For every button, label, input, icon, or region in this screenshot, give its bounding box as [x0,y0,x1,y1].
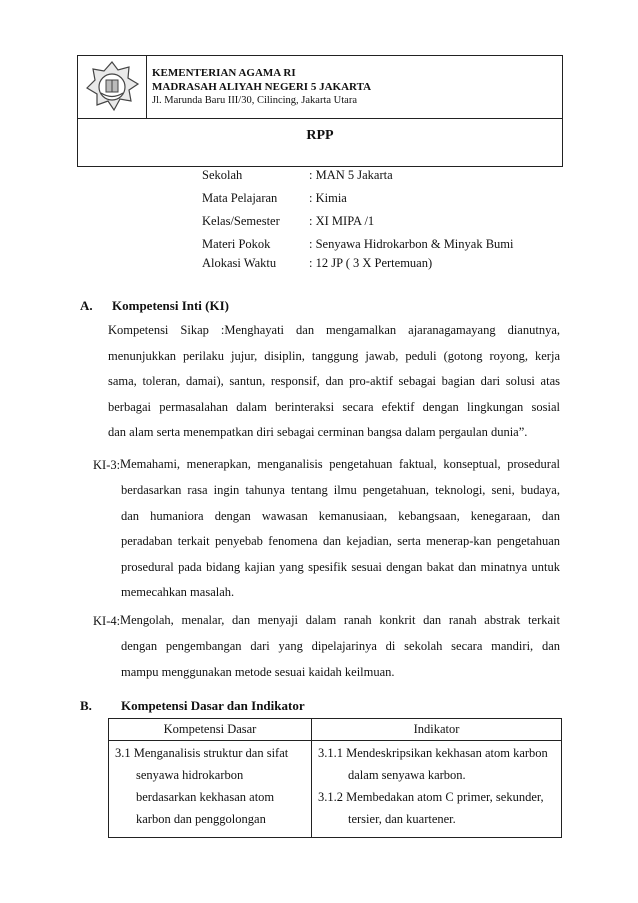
school-name: MADRASAH ALIYAH NEGERI 5 JAKARTA [152,81,372,93]
identity-label: Sekolah [202,168,243,182]
identity-label: Materi Pokok [202,237,271,251]
paragraph-line: dan humaniora dengan wawasan kemanusiaan, kebangsaan, kenegaraan, dan [121,508,560,523]
school-address: Jl. Marunda Baru III/30, Cilincing, Jakarta Utara [152,95,357,106]
table-cell-indicator: 3.1.1 Mendeskripsikan kekhasan atom karbon [318,746,548,760]
kemenag-logo-icon [84,60,140,114]
table-header-divider [109,740,561,741]
table-cell-kd: senyawa hidrokarbon [136,768,244,782]
identity-label: Mata Pelajaran [202,191,278,205]
identity-value: : MAN 5 Jakarta [309,168,393,182]
identity-value: : 12 JP ( 3 X Pertemuan) [309,256,433,270]
table-cell-kd: 3.1 Menganalisis struktur dan sifat [115,746,289,760]
paragraph-line: berdasarkan rasa ingin tahunya tentang ilmu pengetahuan, teknologi, seni, budaya, [121,483,560,497]
paragraph-line: peradaban terkait penyebab fenomena dan kejadian, serta menerap-kan pengetahuan [121,534,560,549]
paragraph-line: Kompetensi Sikap :Menghayati dan mengamalkan ajaranagamayang dianutnya, [108,323,560,337]
section-a-title: Kompetensi Inti (KI) [112,298,229,313]
ki-sikap-paragraph [108,318,560,446]
table-cell-kd: berdasarkan kekhasan atom [136,790,275,804]
paragraph-line: Memahami, menerapkan, menganalisis pengetahuan faktual, konseptual, prosedural [120,457,560,471]
identity-value: : XI MIPA /1 [309,214,375,228]
table-cell-indicator: tersier, dan kuartener. [348,812,456,826]
table-cell-kd: karbon dan penggolongan [136,812,266,826]
identity-label: Kelas/Semester [202,214,280,228]
paragraph-line: berbagai permasalahan dalam berinteraksi secara efektif dengan lingkungan sosial [108,399,560,414]
header-box [77,55,563,167]
ministry-name: KEMENTERIAN AGAMA RI [152,67,296,79]
document-title: RPP [306,128,334,143]
ki3-first-line [120,452,560,478]
paragraph-line: memecahkan masalah. [121,585,235,600]
paragraph-line: menunjukkan perilaku jujur, disiplin, tanggung jawab, peduli (gotong royong, kerja [108,348,560,363]
table-header-indicator: Indikator [413,722,460,736]
table-cell-indicator: dalam senyawa karbon. [348,768,466,782]
header-divider-horizontal [78,118,562,119]
ki3-paragraph [121,478,560,606]
section-b-letter: B. [80,698,92,713]
table-header-kd: Kompetensi Dasar [163,722,257,736]
ki4-label: KI-4: [93,614,121,628]
paragraph-line: dan alam serta menempatkan diri sebagai cerminan bangsa dalam pergaulan dunia”. [108,425,528,440]
paragraph-line: prosedural pada bidang kajian yang spesifik sesuai dengan bakat dan minatnya untuk [121,559,560,574]
ki4-paragraph [121,634,560,685]
institution-block [152,66,371,108]
paragraph-line: dengan pengembangan dari yang dipelajarinya di sekolah secara mandiri, dan [121,639,560,653]
paragraph-line: sama, toleran, damai), santun, responsif, dan pro-aktif sebagai bagian dari solusi atas [108,374,560,389]
identity-value: : Senyawa Hidrokarbon & Minyak Bumi [309,237,514,251]
section-a-letter: A. [80,298,93,313]
ki4-first-line [120,608,560,634]
paragraph-line: mampu menggunakan metode sesuai kaidah keilmuan. [121,664,395,679]
kd-indicator-table [108,718,562,838]
section-b-title: Kompetensi Dasar dan Indikator [121,698,305,713]
header-divider-vertical [146,56,147,118]
identity-label: Alokasi Waktu [202,256,277,270]
ki3-label: KI-3: [93,458,121,472]
table-cell-indicator: 3.1.2 Membedakan atom C primer, sekunder, [318,790,544,804]
paragraph-line: Mengolah, menalar, dan menyaji dalam ranah konkrit dan ranah abstrak terkait [120,613,560,627]
identity-value: : Kimia [309,191,347,205]
